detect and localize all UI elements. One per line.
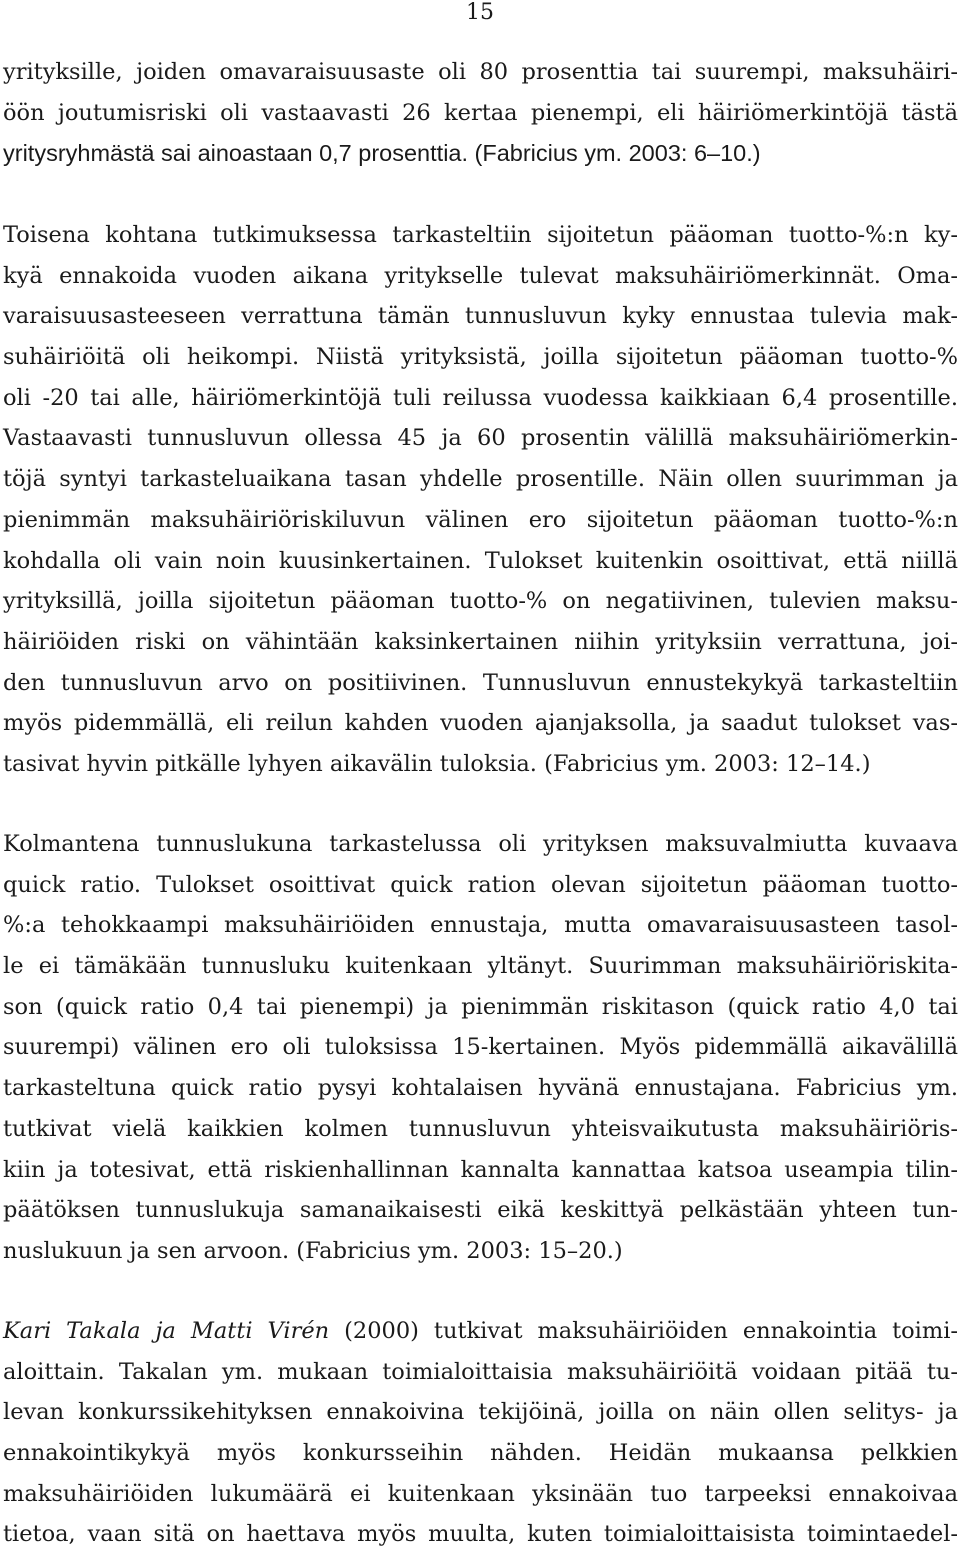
text-line: %:a tehokkaampi maksuhäiriöiden ennustaja, mutta omavaraisuusasteen tasol- (3, 912, 958, 939)
text-line: yrityksille, joiden omavaraisuusaste oli 80 prosenttia tai suurempi, maksuhäiri- (3, 59, 958, 85)
text-line: varaisuusasteeseen verrattuna tämän tunnusluvun kyky ennustaa tulevia mak- (3, 303, 958, 330)
paragraph-1 (3, 52, 958, 174)
paragraph-3 (3, 824, 958, 1272)
text-line: Vastaavasti tunnusluvun ollessa 45 ja 60 prosentin välillä maksuhäiriömerkin- (3, 425, 958, 452)
text-line: tarkasteltuna quick ratio pysyi kohtalaisen hyvänä ennustajana. Fabricius ym. (3, 1075, 958, 1102)
text-line: nuslukuun ja sen arvoon. (Fabricius ym. 2003: 15–20.) (3, 1237, 623, 1264)
text-line: kohdalla oli vain noin kuusinkertainen. Tulokset kuitenkin osoittivat, että niillä (3, 547, 958, 574)
text-line: pienimmän maksuhäiriöriskiluvun välinen ero sijoitetun pääoman tuotto-%:n (3, 506, 958, 533)
text-line: suhäiriöitä oli heikompi. Niistä yrityksistä, joilla sijoitetun pääoman tuotto-% (3, 344, 958, 371)
text-line: den tunnusluvun arvo on positiivinen. Tunnusluvun ennustekykyä tarkasteltiin (3, 669, 958, 696)
text-line: oli -20 tai alle, häiriömerkintöjä tuli reilussa vuodessa kaikkiaan 6,4 prosentille. (3, 384, 958, 411)
text-line: quick ratio. Tulokset osoittivat quick ration olevan sijoitetun pääoman tuotto- (3, 871, 958, 898)
text-line: suurempi) välinen ero oli tuloksissa 15-kertainen. Myös pidemmällä aikavälillä (3, 1034, 958, 1061)
text-line-rest: (2000) tutkivat maksuhäiriöiden ennakointia toimi- (329, 1318, 958, 1344)
author-names: Kari Takala ja Matti Virén (3, 1318, 330, 1344)
text-line: päätöksen tunnuslukuja samanaikaisesti eikä keskittyä pelkästään yhteen tun- (3, 1197, 958, 1224)
text-line: ennakointikykyä myös konkursseihin nähden. Heidän mukaansa pelkkien (3, 1440, 958, 1467)
page-number: 15 (466, 0, 494, 25)
text-line: kyä ennakoida vuoden aikana yritykselle tulevat maksuhäiriömerkinnät. Oma- (3, 262, 958, 289)
text-line: Toisena kohtana tutkimuksessa tarkasteltiin sijoitetun pääoman tuotto-%:n ky- (3, 222, 958, 248)
text-line: häiriöiden riski on vähintään kaksinkertainen niihin yrityksiin verrattuna, joi- (3, 628, 958, 655)
text-line: yrityksillä, joilla sijoitetun pääoman tuotto-% on negatiivinen, tulevien maksu- (3, 588, 958, 615)
paragraph-2 (3, 215, 958, 785)
text-line: öön joutumisriski oli vastaavasti 26 kertaa pienempi, eli häiriömerkintöjä tästä (3, 99, 958, 126)
text-line: maksuhäiriöiden lukumäärä ei kuitenkaan yksinään tuo tarpeeksi ennakoivaa (3, 1480, 958, 1507)
text-line: tutkivat vielä kaikkien kolmen tunnusluvun yhteisvaikutusta maksuhäiriöris- (3, 1115, 958, 1142)
text-line: myös pidemmällä, eli reilun kahden vuoden ajanjaksolla, ja saadut tulokset vas- (3, 710, 958, 737)
text-line: son (quick ratio 0,4 tai pienempi) ja pienimmän riskitason (quick ratio 4,0 tai (3, 993, 958, 1020)
text-line: tietoa, vaan sitä on haettava myös muulta, kuten toimialoittaisista toimintaedel- (3, 1521, 958, 1548)
text-line: levan konkurssikehityksen ennakoivina tekijöinä, joilla on näin ollen selitys- ja (3, 1399, 958, 1426)
text-line: tasivat hyvin pitkälle lyhyen aikavälin tuloksia. (Fabricius ym. 2003: 12–14.) (3, 750, 871, 777)
text-line (3, 1311, 958, 1352)
text-line: yritysryhmästä sai ainoastaan 0,7 prosenttia. (Fabricius ym. 2003: 6–10.) (3, 140, 761, 167)
paragraph-4 (3, 1311, 958, 1555)
text-line: le ei tämäkään tunnusluku kuitenkaan yltänyt. Suurimman maksuhäiriöriskita- (3, 953, 958, 980)
text-line: töjä syntyi tarkasteluaikana tasan yhdelle prosentille. Näin ollen suurimman ja (3, 466, 958, 493)
text-line: Kolmantena tunnuslukuna tarkastelussa oli yrityksen maksuvalmiutta kuvaava (3, 831, 958, 857)
text-line: aloittain. Takalan ym. mukaan toimialoittaisia maksuhäiriöitä voidaan pitää tu- (3, 1358, 958, 1385)
text-line: kiin ja totesivat, että riskienhallinnan kannalta kannattaa katsoa useampia tilin- (3, 1156, 958, 1183)
